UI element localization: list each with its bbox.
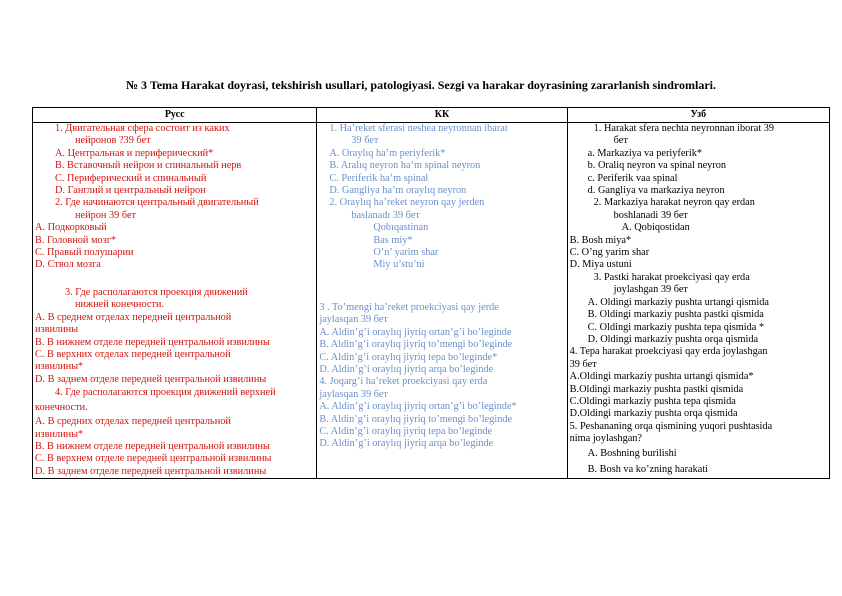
answer-line: В. В нижнем отделе передней центральной извилины	[35, 336, 270, 348]
question-line: 3 . To’mengi ha’reket proekciyasi qay jerde	[319, 301, 499, 313]
question-line: 3. Pastki harakat proekciyasi qay erda	[593, 271, 750, 283]
answer-line: d. Gangliya va markaziya neyron	[587, 185, 725, 197]
answer-line: Miy u’stu’ni	[373, 259, 425, 271]
answer-line: D. Ганглий и центральный нейрон	[55, 185, 206, 197]
answer-line: Qobıqastinan	[373, 222, 429, 234]
question-line: 4. Joqarg’i ha’reket proekciyasi qay erda	[319, 376, 488, 388]
questions-table	[32, 107, 830, 479]
answer-line: D. Ствол мозга	[35, 259, 101, 271]
question-line: 39 бет	[351, 135, 379, 147]
answer-line: B.Oldingi markaziy pushta pastki qismida	[569, 383, 744, 395]
answer-line: C. Периферический и спинальный	[55, 172, 207, 184]
header-uz: Узб	[567, 108, 829, 123]
answer-line: A. Aldin’g’i oraylıq jiyriq ortan’g’i bo’leginde*	[319, 401, 517, 413]
answer-line: C. Aldin’g’i oraylıq jiyriq tepa bo’leginde	[319, 425, 493, 437]
answer-line: A. Boshning burilishi	[587, 447, 677, 459]
question-line: 4. Где располагаются проекция движений верхней	[55, 387, 276, 399]
header-ru: Русс	[33, 108, 317, 123]
answer-line: извилины*	[35, 428, 84, 440]
answer-line: C. Periferik ha’m spinal	[329, 172, 429, 184]
answer-line: a. Markaziya va periyferik*	[587, 147, 703, 159]
answer-line: B. Aldin’g’i oraylıq jiyriq to’mengi bo’leginde	[319, 339, 513, 351]
answer-line: B. Bosh miya*	[569, 234, 632, 246]
answer-line: С. В верхних отделах передней центральной	[35, 348, 231, 360]
question-line: 1. Ha’reket sferasi neshea neyronnan ibarat	[329, 123, 508, 134]
answer-line: A. Центральная и периферический*	[55, 147, 214, 159]
answer-line: D. Miya ustuni	[569, 259, 632, 271]
header-row	[33, 108, 830, 123]
answer-line: C. Oldingi markaziy pushta tepa qismida *	[587, 321, 765, 333]
answer-line: A. Qobiqostidan	[621, 222, 690, 234]
uzbek-column	[567, 123, 829, 479]
answer-line: D. Gangliya ha’m oraylıq neyron	[329, 185, 467, 197]
question-line: 2. Где начинаются центральный двигательный	[55, 197, 259, 209]
answer-line: C.Oldingi markaziy pushta tepa qismida	[569, 395, 736, 407]
answer-line: B. Oldingi markaziy pushta pastki qismida	[587, 309, 764, 321]
answer-line: извилины	[35, 324, 79, 336]
russian-column	[33, 123, 317, 479]
answer-line: извилины*	[35, 361, 84, 373]
answer-line: B. Вставочный нейрон и спинальный нерв	[55, 160, 242, 172]
page-title: № 3 Tema Harakat doyrasi, tekshirish usullari, patologiyasi. Sezgi va harakar doyrasining zararlanish sindromlari.	[125, 78, 716, 92]
answer-line: O’n’ yarim shar	[373, 247, 439, 259]
question-line: jaylasqan 39 бет	[319, 314, 388, 326]
question-line: 2. Markaziya harakat neyron qay erdan	[593, 197, 755, 209]
question-line: бет	[613, 135, 628, 147]
answer-line: B. Bosh va ko’zning harakati	[587, 463, 709, 475]
content-row	[33, 123, 830, 479]
question-line: конечности.	[35, 402, 88, 414]
question-line: jaylasqan 39 бет	[319, 388, 388, 400]
question-line	[568, 421, 829, 433]
question-line: baslanadı 39 бет	[351, 209, 420, 221]
header-kk: КК	[317, 108, 567, 123]
answer-line: В. Головной мозг*	[35, 234, 117, 246]
question-line: 1. Harakat sfera nechta neyronnan iborat 39	[593, 123, 775, 134]
answer-line: А. В среднем отделах передней центральной	[35, 311, 232, 323]
answer-line: D. Oldingi markaziy pushta orqa qismida	[587, 333, 759, 345]
answer-line: A. Oraylıq ha’m periyferik*	[329, 147, 446, 159]
question-line: 2. Oraylıq ha’reket neyron qay jerden	[329, 197, 485, 209]
answer-line: C. Aldin’g’i oraylıq jiyriq tepa bo’leginde*	[319, 351, 498, 363]
question-line: boshlanadi 39 бет	[613, 209, 688, 221]
karakalpak-column	[317, 123, 567, 479]
answer-line: B. Aldin’g’i oraylıq jiyriq to’mengi bo’leginde	[319, 413, 513, 425]
answer-line: А. Подкорковый	[35, 222, 107, 234]
answer-line: A.Oldingi markaziy pushta urtangi qismida*	[569, 371, 754, 383]
answer-line: D.Oldingi markaziy pushta orqa qismida	[569, 408, 738, 420]
question-line: nima joylashgan?	[569, 433, 643, 445]
answer-line: b. Oraliq neyron va spinal neyron	[587, 160, 727, 172]
question-line: 39 бет	[569, 358, 597, 370]
answer-line: A. Oldingi markaziy pushta urtangi qismida	[587, 296, 769, 308]
question-line: 1. Двигательная сфера состоит из каких	[55, 123, 230, 134]
answer-line: С. В верхнем отделе передней центральной извилины	[35, 453, 272, 465]
answer-line: D. В заднем отделе передней центральной извилины	[35, 465, 267, 477]
answer-line: C. O’ng yarim shar	[569, 247, 650, 259]
question-line: 3. Где располагаются проекция движений	[65, 286, 248, 298]
answer-line: С. Правый полушарии	[35, 247, 134, 259]
answer-line: D. Aldin’g’i oraylıq jiyriq arqa bo’leginde	[319, 438, 494, 450]
answer-line: D. Aldin’g’i oraylıq jiyriq arqa bo’leginde	[319, 363, 494, 375]
answer-line: A. Aldin’g’i oraylıq jiyriq ortan’g’i bo’leginde	[319, 326, 512, 338]
question-text: 5. Peshananing orqa qismining yuqori pushtasida	[569, 420, 773, 432]
answer-line: В. В нижнем отделе передней центральной извилины	[35, 440, 270, 452]
question-line: нейронов ?39 бет	[75, 135, 151, 147]
question-line: 4. Tepa harakat proekciyasi qay erda joylashgan	[569, 346, 768, 358]
answer-line: D. В заднем отделе передней центральной извилины	[35, 373, 267, 385]
answer-line: B. Aralıq neyron ha’m spinal neyron	[329, 160, 481, 172]
question-line: нижней конечности.	[75, 299, 165, 311]
question-line: нейрон 39 бет	[75, 209, 137, 221]
answer-line: c. Periferik vaa spinal	[587, 172, 678, 184]
answer-line: А. В средних отделах передней центральной	[35, 416, 231, 428]
answer-line: Bas miy*	[373, 234, 413, 246]
question-line: joylashgan 39 бет	[613, 284, 688, 296]
